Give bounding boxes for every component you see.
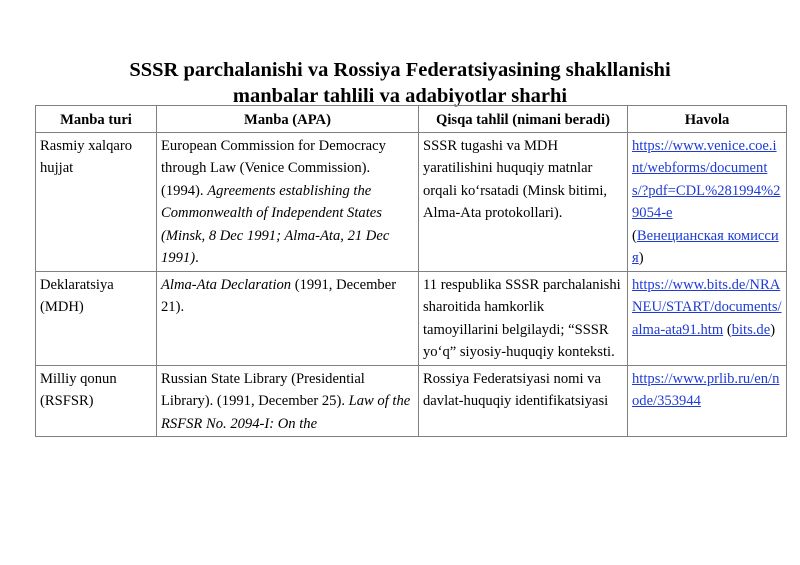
cell-source-type: Deklaratsiya (MDH) [36, 271, 157, 365]
cell-link [628, 365, 787, 437]
table-row [36, 132, 787, 271]
link-note-open: ( [723, 321, 732, 338]
source-link[interactable]: https://www.bits.de/NRANEU/START/documents/alma-ata91.htm [632, 276, 782, 338]
apa-text: (1991, December 21). [161, 276, 397, 315]
cell-summary: Rossiya Federatsiyasi nomi va davlat-huquqiy identifikatsiyasi [419, 365, 628, 437]
table-header-row [36, 106, 787, 133]
apa-title: Law of the RSFSR No. 2094-I: On the [161, 393, 411, 432]
table-row [36, 365, 787, 437]
cell-source-type: Rasmiy xalqaro hujjat [36, 132, 157, 271]
cell-source-apa [157, 271, 419, 365]
cell-summary: SSSR tugashi va MDH yaratilishini huquqiy matnlar orqali ko‘rsatadi (Minsk bitimi, Alma-Ata protokollari). [419, 132, 628, 271]
header-link: Havola [628, 106, 787, 133]
apa-text: European Commission for Democracy through Law (Venice Commission). (1994). [161, 137, 386, 199]
cell-link [628, 132, 787, 271]
link-note-close: ) [638, 250, 644, 266]
header-source-type: Manba turi [36, 106, 157, 133]
link-note-close: ) [770, 321, 776, 338]
cell-source-apa [157, 365, 419, 437]
cell-source-type: Milliy qonun (RSFSR) [36, 365, 157, 437]
apa-title: Agreements establishing the Commonwealth of Independent States (Minsk, 8 Dec 1991; Alma-Ata, 21 Dec 1991) [161, 182, 390, 266]
source-link[interactable]: https://www.prlib.ru/en/node/353944 [632, 370, 780, 409]
link-note-open: ( [632, 227, 637, 244]
apa-title: Alma-Ata Declaration [161, 276, 292, 293]
link-note[interactable]: bits.de [731, 321, 771, 338]
link-note[interactable]: Венецианская комиссия [632, 227, 779, 266]
cell-link [628, 271, 787, 365]
source-link[interactable]: https://www.venice.coe.int/webforms/documents/?pdf=CDL%281994%29054-e [632, 137, 781, 221]
sources-table [35, 105, 787, 437]
header-source-apa: Manba (APA) [157, 106, 419, 133]
table-row [36, 271, 787, 365]
header-short-analysis: Qisqa tahlil (nimani beradi) [419, 106, 628, 133]
cell-summary: 11 respublika SSSR parchalanishi sharoitida hamkorlik tamoyillarini belgilaydi; “SSSR yo‘q” siyosiy-huquqiy konteksti. [419, 271, 628, 365]
apa-text: Russian State Library (Presidential Library). (1991, December 25). [161, 370, 365, 409]
title-line-1: SSSR parchalanishi va Rossiya Federatsiyasining shakllanishi [129, 59, 671, 81]
document-title [0, 57, 800, 109]
apa-tail: . [195, 250, 199, 266]
cell-source-apa [157, 132, 419, 271]
title-line-2: manbalar tahlili va adabiyotlar sharhi [232, 85, 568, 107]
